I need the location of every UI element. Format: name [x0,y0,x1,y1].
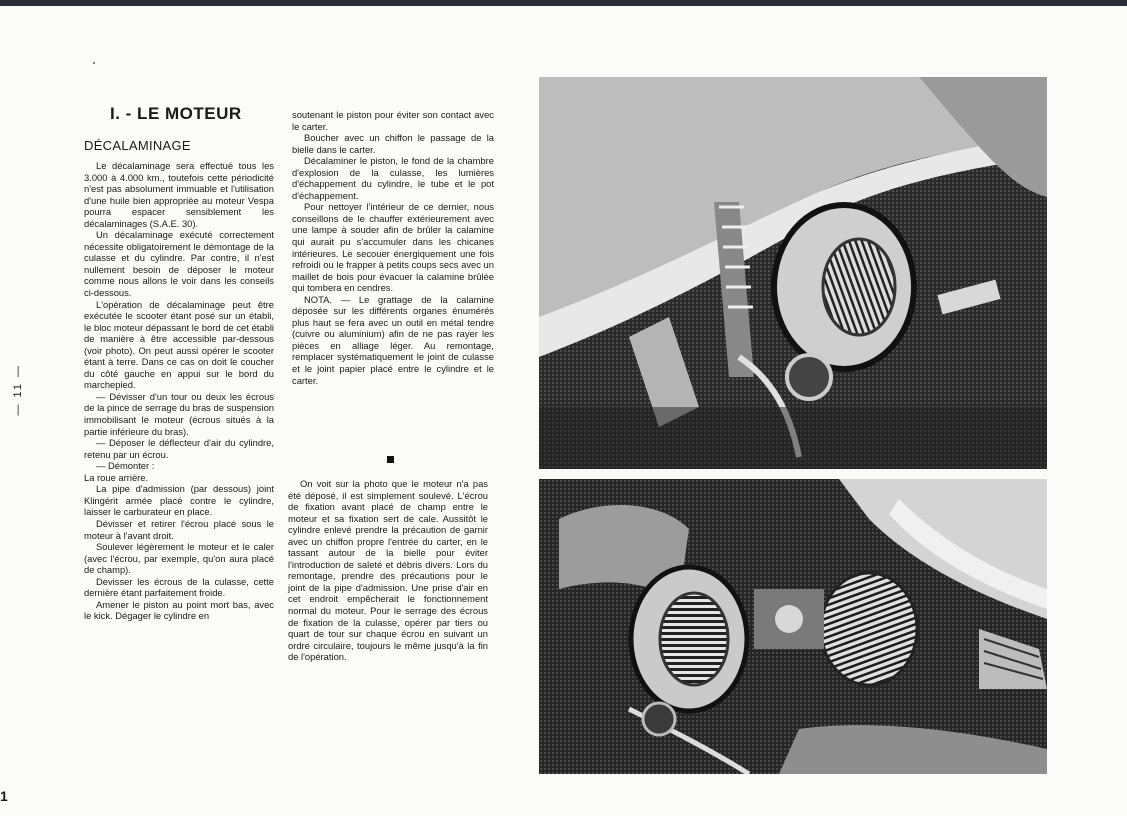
paragraph: Dévisser et retirer l'écrou placé sous le moteur à l'avant droit. [84,517,274,541]
paragraph: La pipe d'admission (par dessous) joint Klingérit armée placé contre le cylindre, laisser le carburateur en place. [84,483,274,518]
section-bullet-mark [387,456,394,463]
text-column-2 [292,109,494,386]
chapter-heading: I. - LE MOTEUR [110,104,242,123]
engine-photo-bottom [539,479,1047,774]
paragraph: soutenant le piston pour éviter son contact avec le carter. [292,109,494,132]
engine-photo-bottom-image [539,479,1047,774]
paragraph: — Démonter : [96,460,155,472]
paragraph: — Dévisser d'un tour ou deux les écrous de la pince de serrage du bras de suspension immobilisant le moteur (écrous situés à la partie inférieure du bras). [84,390,274,437]
paragraph: Devisser les écrous de la culasse, cette dernière étant parfaitement froide. [84,575,274,599]
text-column-3 [288,478,488,663]
paragraph: Soulever légèrement le moteur et le caler (avec l'écrou, par exemple, qu'on aura placé de champ). [84,541,274,576]
paragraph: Décalaminer le piston, le fond de la chambre d'explosion de la culasse, les lumières d'échappement du cylindre, le tube et le pot d'échappement. [292,155,494,201]
section-heading: DÉCALAMINAGE [84,138,191,153]
paragraph: Un décalaminage exécuté correctement nécessite obligatoirement le démontage de la culasse et du cylindre. Par contre, il n'est nullement besoin de déposer le moteur comme nous allons le voir dans les conseils ci-dessous. [84,229,274,299]
paragraph: — Déposer le déflecteur d'air du cylindre, retenu par un écrou. [84,437,274,460]
paragraph: L'opération de décalaminage peut être exécutée le scooter étant posé sur un établi, le bloc moteur dépassant le bord de cet établi de manière à être accessible par-dessous (voir photo). On peut aussi opérer le scooter étant à terre. Dans ce cas on doit le coucher du côté gauche en appui sur le bord du marchepied. [84,298,274,391]
paragraph: Le décalaminage sera effectué tous les 3.000 à 4.000 km., toutefois cette périodicité n'est pas absolument immuable et l'utilisation d'une huile bien appropriée au moteur Vespa pourra espacer sensiblement les décalaminages (S.A.E. 30). [84,160,274,229]
paragraph: On voit sur la photo que le moteur n'a pas été déposé, il est simplement soulevé. L'écrou de fixation avant placé de champ entre le moteur et sa fixation sert de cale. Aussitôt le cylindre enlevé prendre la précaution de garnir avec un chiffon propre l'entrée du carter, en le tassant autour de la bielle pour éviter l'introduction de saleté et débris divers. Lors du remontage, prendre des précautions pour le joint de la pipe d'admission. Une prise d'air en cet endroit empêcherait le fonctionnement normal du moteur. Pour le serrage des écrous de fixation de la culasse, opérer par tiers ou quart de tour sur chaque écrou en suivant un ordre circulaire, toujours le même jusqu'à la fin de l'opération. [288,478,488,663]
engine-photo-top-image [539,77,1047,469]
engine-photo-top [539,77,1047,469]
scan-speck [93,62,95,64]
paragraph: Boucher avec un chiffon le passage de la bielle dans le carter. [292,132,494,155]
note-paragraph: NOTA. — Le grattage de la calamine déposée sur les différents organes énumérés plus haut se fera avec un outil en métal tendre (cuivre ou aluminium) afin de ne pas rayer les pièces en alliage léger. Au remontage, remplacer systématiquement le joint de culasse et le joint papier placé entre le cylindre et le carter. [292,293,494,386]
page-number: — 11 — [12,364,24,416]
paragraph: Pour nettoyer l'intérieur de ce dernier, nous conseillons de le chauffer extérieurement avec une lampe à souder afin de brûler la calamine qui aurait pu s'accumuler dans les chicanes intérieures. Le secouer énergiquement une fois refroidi ou le frapper à petits coups secs avec un maillet de bois pour évacuer la calamine brûlée qui tombera en cendres. [292,201,494,294]
paragraph: Amener le piston au point mort bas, avec le kick. Dégager le cylindre en [84,598,274,622]
paragraph: La roue arrière. [84,471,149,483]
text-column-1 [84,160,274,622]
corner-mark: 1 [0,788,8,804]
scan-top-border [0,0,1127,6]
